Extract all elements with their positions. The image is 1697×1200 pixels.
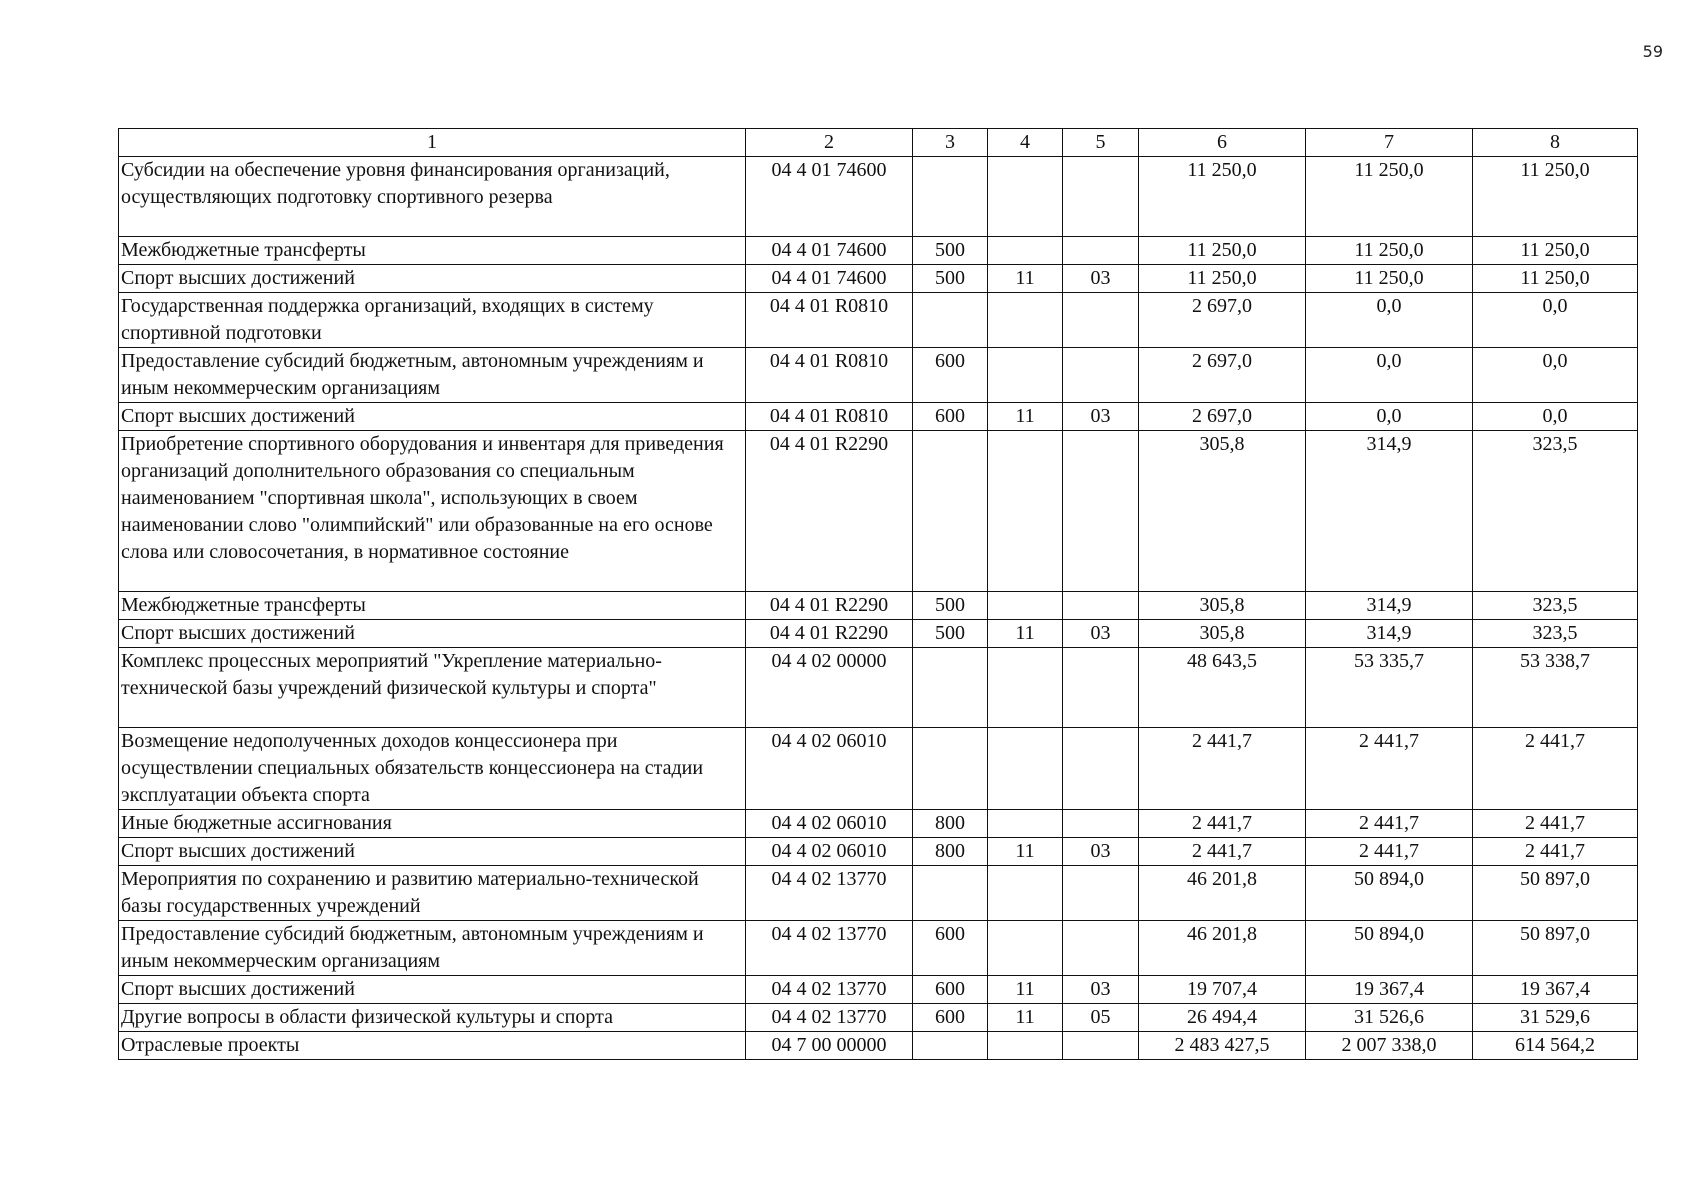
cell-col-5 [1063,431,1139,592]
cell-col-3 [913,157,988,237]
header-col-3: 3 [913,129,988,157]
cell-col-3: 800 [913,810,988,838]
table-row [119,866,1638,921]
cell-col-7: 314,9 [1306,620,1473,648]
cell-col-4: 11 [988,620,1063,648]
cell-name: Спорт высших достижений [119,403,746,431]
cell-col-4 [988,293,1063,348]
cell-col-6: 48 643,5 [1139,648,1306,728]
cell-name: Предоставление субсидий бюджетным, автономным учреждениям и иным некоммерческим организациям [119,921,746,976]
cell-col-6: 305,8 [1139,620,1306,648]
table-body [119,157,1638,1060]
cell-col-8: 614 564,2 [1473,1032,1638,1060]
cell-col-3: 500 [913,620,988,648]
cell-col-6: 2 697,0 [1139,348,1306,403]
cell-col-4 [988,866,1063,921]
table-row [119,431,1638,592]
cell-col-6: 19 707,4 [1139,976,1306,1004]
cell-name: Межбюджетные трансферты [119,237,746,265]
cell-col-6: 11 250,0 [1139,157,1306,237]
cell-col-6: 2 697,0 [1139,403,1306,431]
cell-code: 04 4 01 R0810 [746,403,913,431]
cell-name: Спорт высших достижений [119,838,746,866]
cell-col-7: 11 250,0 [1306,157,1473,237]
table-row [119,157,1638,237]
cell-col-8: 11 250,0 [1473,237,1638,265]
cell-col-7: 2 441,7 [1306,810,1473,838]
cell-col-8: 2 441,7 [1473,810,1638,838]
cell-col-8: 11 250,0 [1473,265,1638,293]
cell-name: Спорт высших достижений [119,976,746,1004]
cell-col-4 [988,592,1063,620]
cell-col-4 [988,348,1063,403]
cell-col-7: 31 526,6 [1306,1004,1473,1032]
cell-col-3: 600 [913,976,988,1004]
cell-col-5 [1063,866,1139,921]
cell-code: 04 4 02 06010 [746,810,913,838]
cell-col-6: 2 441,7 [1139,810,1306,838]
cell-col-8: 50 897,0 [1473,921,1638,976]
table-row [119,1004,1638,1032]
cell-col-6: 305,8 [1139,592,1306,620]
cell-col-6: 2 441,7 [1139,728,1306,810]
cell-code: 04 4 01 R0810 [746,348,913,403]
cell-col-6: 11 250,0 [1139,265,1306,293]
cell-col-7: 0,0 [1306,293,1473,348]
cell-col-7: 19 367,4 [1306,976,1473,1004]
cell-col-8: 50 897,0 [1473,866,1638,921]
cell-col-4 [988,921,1063,976]
cell-name: Спорт высших достижений [119,265,746,293]
table-row [119,810,1638,838]
cell-col-4 [988,237,1063,265]
cell-col-7: 2 441,7 [1306,728,1473,810]
cell-col-3: 600 [913,348,988,403]
table-header [119,129,1638,157]
cell-code: 04 4 01 74600 [746,265,913,293]
cell-col-4 [988,1032,1063,1060]
cell-col-4: 11 [988,976,1063,1004]
cell-col-7: 50 894,0 [1306,866,1473,921]
cell-col-7: 0,0 [1306,403,1473,431]
cell-col-6: 46 201,8 [1139,921,1306,976]
cell-col-3 [913,431,988,592]
table-row [119,620,1638,648]
table-row [119,592,1638,620]
cell-col-3: 600 [913,403,988,431]
cell-code: 04 4 02 06010 [746,838,913,866]
cell-col-6: 2 483 427,5 [1139,1032,1306,1060]
cell-col-8: 0,0 [1473,403,1638,431]
cell-col-4 [988,157,1063,237]
cell-col-7: 50 894,0 [1306,921,1473,976]
table-row [119,237,1638,265]
header-col-6: 6 [1139,129,1306,157]
cell-name: Межбюджетные трансферты [119,592,746,620]
table-row [119,838,1638,866]
table-row [119,976,1638,1004]
header-col-8: 8 [1473,129,1638,157]
table-row [119,348,1638,403]
cell-col-5 [1063,1032,1139,1060]
cell-col-5: 03 [1063,838,1139,866]
cell-col-8: 0,0 [1473,293,1638,348]
table-row [119,293,1638,348]
cell-col-6: 2 697,0 [1139,293,1306,348]
cell-code: 04 4 02 13770 [746,866,913,921]
cell-code: 04 4 01 R0810 [746,293,913,348]
cell-col-7: 314,9 [1306,431,1473,592]
cell-col-3 [913,866,988,921]
cell-col-5 [1063,648,1139,728]
cell-col-5 [1063,348,1139,403]
cell-col-3 [913,728,988,810]
cell-col-5 [1063,921,1139,976]
cell-col-8: 2 441,7 [1473,728,1638,810]
cell-col-7: 0,0 [1306,348,1473,403]
cell-col-4 [988,728,1063,810]
cell-col-8: 323,5 [1473,620,1638,648]
cell-name: Отраслевые проекты [119,1032,746,1060]
cell-col-6: 305,8 [1139,431,1306,592]
cell-code: 04 4 01 R2290 [746,592,913,620]
cell-code: 04 4 02 00000 [746,648,913,728]
cell-col-8: 19 367,4 [1473,976,1638,1004]
table-row [119,648,1638,728]
budget-table [118,128,1638,1060]
cell-col-7: 314,9 [1306,592,1473,620]
page-number: 59 [1642,42,1663,61]
cell-col-8: 53 338,7 [1473,648,1638,728]
cell-name: Предоставление субсидий бюджетным, автономным учреждениям и иным некоммерческим организациям [119,348,746,403]
cell-name: Спорт высших достижений [119,620,746,648]
header-col-4: 4 [988,129,1063,157]
cell-col-4 [988,648,1063,728]
cell-name: Иные бюджетные ассигнования [119,810,746,838]
cell-col-4 [988,810,1063,838]
cell-col-7: 2 007 338,0 [1306,1032,1473,1060]
cell-col-4: 11 [988,265,1063,293]
cell-col-3: 500 [913,592,988,620]
cell-col-8: 323,5 [1473,431,1638,592]
cell-col-8: 2 441,7 [1473,838,1638,866]
cell-col-3: 500 [913,237,988,265]
cell-col-3: 600 [913,921,988,976]
cell-name: Другие вопросы в области физической культуры и спорта [119,1004,746,1032]
cell-code: 04 4 02 13770 [746,976,913,1004]
cell-code: 04 4 02 06010 [746,728,913,810]
cell-col-8: 31 529,6 [1473,1004,1638,1032]
cell-col-8: 323,5 [1473,592,1638,620]
header-col-1: 1 [119,129,746,157]
cell-code: 04 4 01 R2290 [746,431,913,592]
cell-col-5: 03 [1063,620,1139,648]
cell-code: 04 4 01 74600 [746,157,913,237]
cell-name: Комплекс процессных мероприятий "Укрепление материально-технической базы учреждений физической культуры и спорта" [119,648,746,728]
cell-col-5 [1063,293,1139,348]
cell-col-8: 11 250,0 [1473,157,1638,237]
cell-col-5 [1063,728,1139,810]
cell-col-5 [1063,157,1139,237]
cell-col-3 [913,293,988,348]
cell-col-5: 03 [1063,976,1139,1004]
cell-col-5 [1063,237,1139,265]
cell-col-3 [913,1032,988,1060]
cell-code: 04 4 02 13770 [746,921,913,976]
cell-col-4: 11 [988,838,1063,866]
cell-col-5 [1063,810,1139,838]
cell-name: Мероприятия по сохранению и развитию материально-технической базы государственных учреждений [119,866,746,921]
cell-col-3: 600 [913,1004,988,1032]
table-row [119,1032,1638,1060]
cell-code: 04 4 01 R2290 [746,620,913,648]
cell-col-5: 05 [1063,1004,1139,1032]
cell-col-6: 46 201,8 [1139,866,1306,921]
cell-name: Приобретение спортивного оборудования и инвентаря для приведения организаций дополнительного образования со специальным наименованием "спортивная школа", использующих в своем наименовании слово "олимпийский" или образованные на его основе слова или словосочетания, в нормативное состояние [119,431,746,592]
table-row [119,728,1638,810]
header-col-5: 5 [1063,129,1139,157]
cell-col-6: 11 250,0 [1139,237,1306,265]
table-row [119,265,1638,293]
cell-col-5 [1063,592,1139,620]
header-col-7: 7 [1306,129,1473,157]
cell-code: 04 4 01 74600 [746,237,913,265]
cell-col-5: 03 [1063,403,1139,431]
cell-col-4: 11 [988,1004,1063,1032]
cell-name: Возмещение недополученных доходов концессионера при осуществлении специальных обязательств концессионера на стадии эксплуатации объекта спорта [119,728,746,810]
cell-col-3: 800 [913,838,988,866]
table-row [119,403,1638,431]
cell-code: 04 7 00 00000 [746,1032,913,1060]
header-row [119,129,1638,157]
cell-col-7: 2 441,7 [1306,838,1473,866]
cell-name: Государственная поддержка организаций, входящих в систему спортивной подготовки [119,293,746,348]
cell-code: 04 4 02 13770 [746,1004,913,1032]
cell-col-4: 11 [988,403,1063,431]
cell-col-5: 03 [1063,265,1139,293]
header-col-2: 2 [746,129,913,157]
cell-col-6: 2 441,7 [1139,838,1306,866]
cell-col-7: 11 250,0 [1306,237,1473,265]
cell-col-7: 53 335,7 [1306,648,1473,728]
cell-col-6: 26 494,4 [1139,1004,1306,1032]
table-row [119,921,1638,976]
cell-name: Субсидии на обеспечение уровня финансирования организаций, осуществляющих подготовку спортивного резерва [119,157,746,237]
cell-col-4 [988,431,1063,592]
cell-col-8: 0,0 [1473,348,1638,403]
cell-col-7: 11 250,0 [1306,265,1473,293]
cell-col-3: 500 [913,265,988,293]
cell-col-3 [913,648,988,728]
